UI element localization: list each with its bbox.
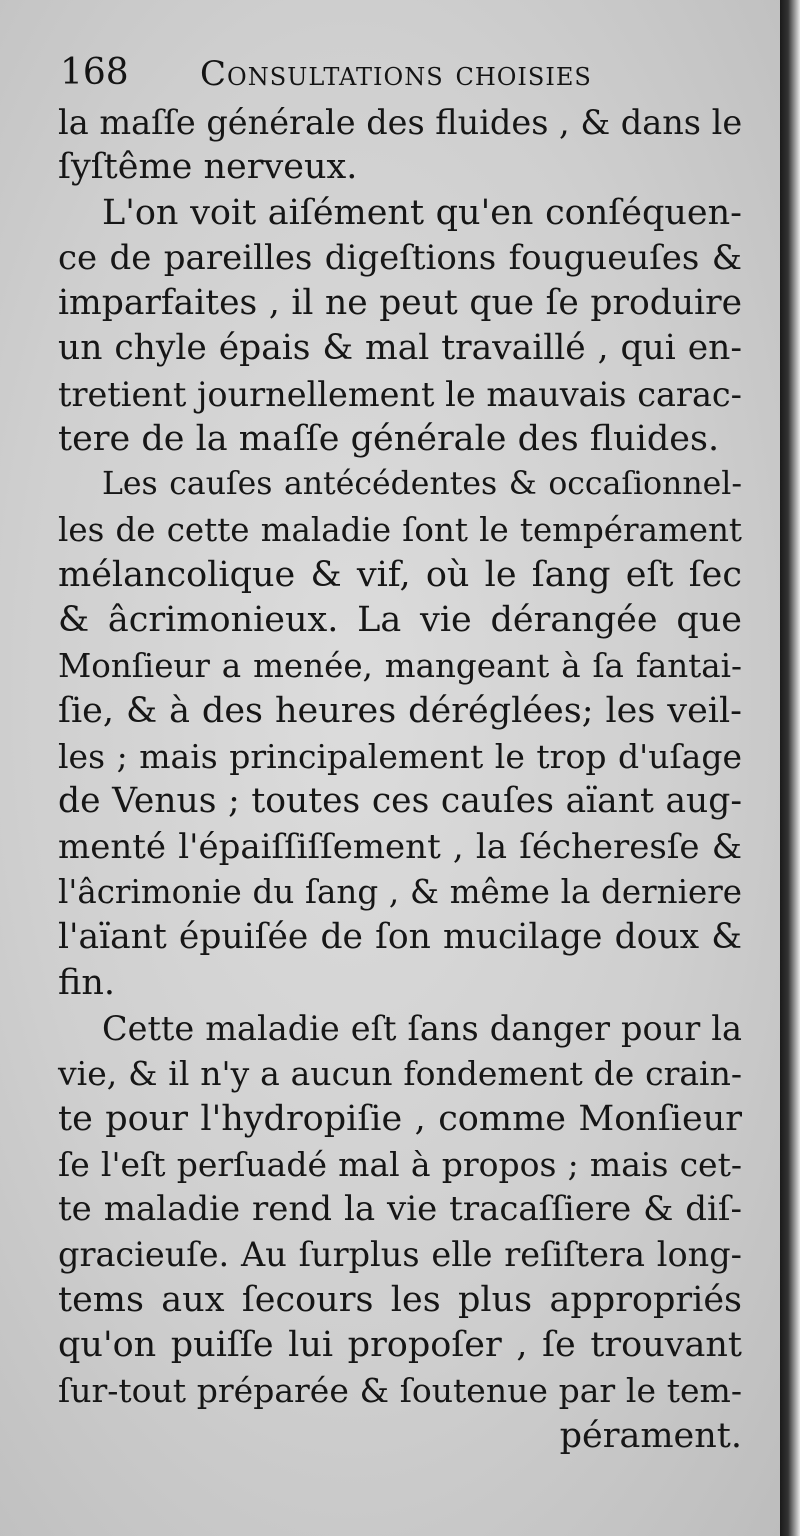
page-edge-shadow (780, 0, 800, 1536)
text-line: Cette maladie eſt ſans danger pour la (102, 1008, 742, 1048)
text-line: ſyſtême nerveux. (58, 147, 358, 188)
text-line: L'on voit aiſément qu'en conſéquen- (102, 192, 742, 233)
text-line: de Venus ; toutes ces cauſes aïant aug- (58, 781, 742, 822)
text-line: tretient journellement le mauvais carac- (58, 374, 742, 414)
text-line: vie, & il n'y a aucun fondement de crain- (58, 1054, 742, 1094)
text-line: imparfaites , il ne peut que ſe produire (58, 283, 742, 324)
text-line: ſe l'eſt perſuadé mal à propos ; mais cet- (58, 1144, 742, 1184)
text-line: & âcrimonieux. La vie dérangée que (58, 600, 742, 641)
text-line: Les cauſes antécédentes & occaſionnel- (102, 466, 742, 503)
text-line: la maſſe générale des fluides , & dans le (58, 103, 743, 142)
text-line: tere de la maſſe générale des fluides. (58, 419, 720, 460)
page-number: 168 (60, 52, 129, 93)
text-line: te pour l'hydropiſie , comme Monſieur (58, 1098, 742, 1139)
text-line: un chyle épais & mal travaillé , qui en- (58, 328, 742, 369)
text-line: pérament. (559, 1415, 742, 1456)
text-line: tems aux ſecours les plus appropriés (58, 1279, 742, 1320)
text-line: gracieuſe. Au ſurplus elle reſiſtera long- (58, 1235, 742, 1275)
text-line: qu'on puiſſe lui propoſer , ſe trouvant (58, 1325, 742, 1366)
text-line: les ; mais principalement le trop d'uſage (58, 737, 742, 777)
page-header (60, 52, 740, 102)
text-line: ſur-tout préparée & ſoutenue par le tem- (58, 1371, 742, 1411)
text-line: mélancolique & vif, où le ſang eſt ſec (58, 554, 742, 595)
text-line: l'aïant épuiſée de ſon mucilage doux & (58, 917, 742, 958)
text-line: l'âcrimonie du ſang , & même la derniere (58, 873, 742, 912)
text-line: Monſieur a menée, mangeant à ſa fantai- (58, 646, 742, 685)
text-line: ſie, & à des heures déréglées; les veil- (58, 690, 742, 731)
running-head: Consultations choisies (200, 54, 592, 94)
text-line: te maladie rend la vie tracaſſiere & diſ- (58, 1189, 742, 1230)
text-line: ce de pareilles digeſtions fougueuſes & (58, 237, 742, 278)
text-line: les de cette maladie ſont le tempérament (58, 510, 742, 549)
body-text (58, 100, 742, 1459)
text-line: fin. (58, 962, 116, 1003)
text-line: menté l'épaiſſiſſement , la ſécheresſe & (58, 826, 742, 867)
